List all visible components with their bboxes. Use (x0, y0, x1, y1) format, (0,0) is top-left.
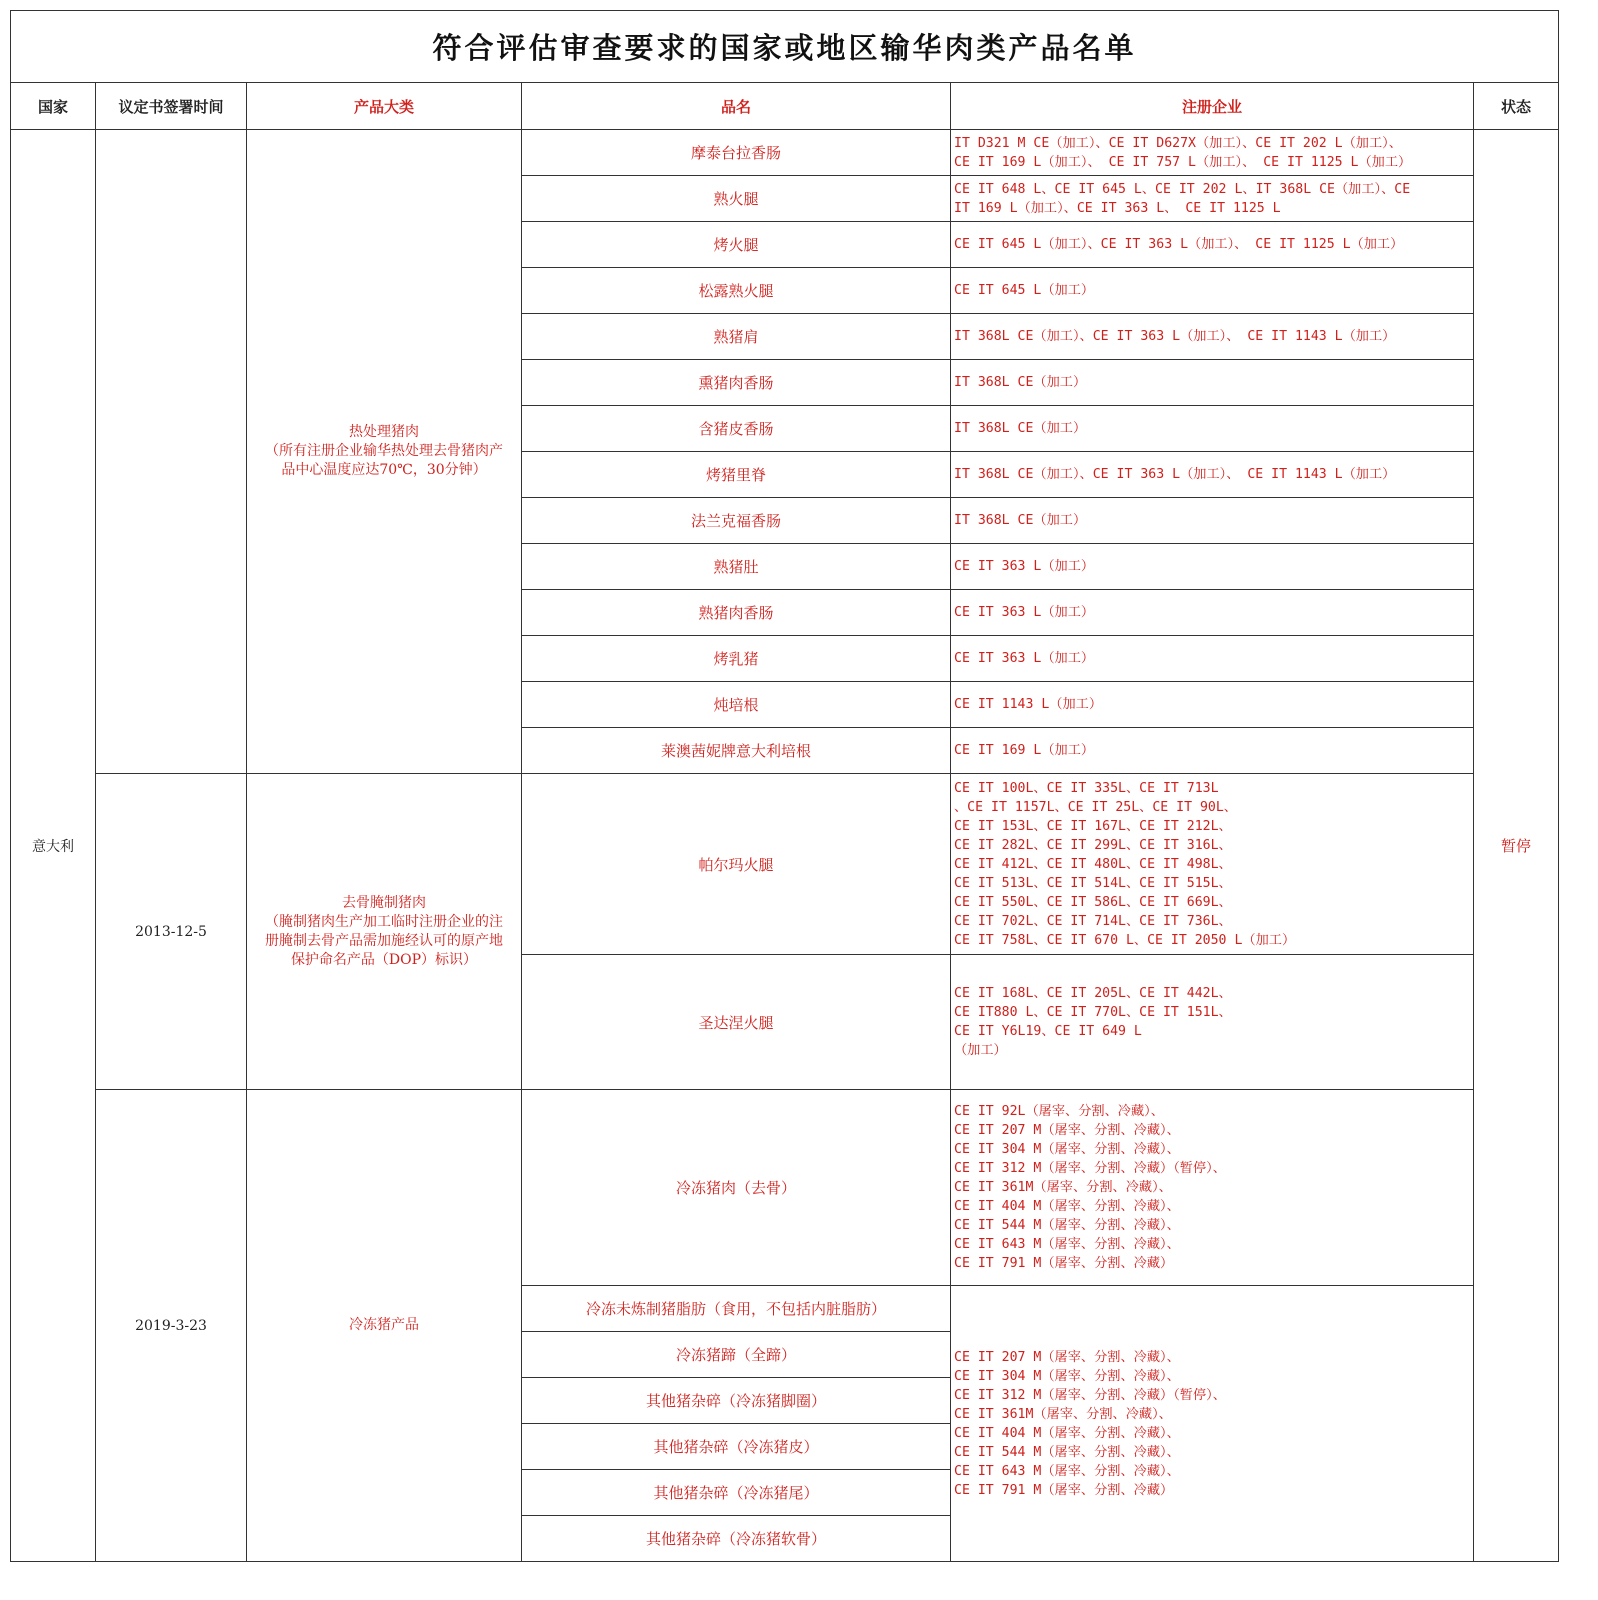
product-name-cell: 熟猪肚 (522, 544, 951, 590)
enterprise-line: 、CE IT 1157L、CE IT 25L、CE IT 90L、 (954, 799, 1237, 815)
product-name-cell: 法兰克福香肠 (522, 498, 951, 544)
enterprise-line: CE IT 791 M（屠宰、分割、冷藏） (954, 1482, 1174, 1498)
enterprise-line: CE IT 304 M（屠宰、分割、冷藏）、 (954, 1368, 1180, 1384)
header-row (11, 83, 1559, 130)
enterprise-cell (951, 360, 1474, 406)
enterprise-line: CE IT 153L、CE IT 167L、CE IT 212L、 (954, 818, 1232, 834)
enterprise-line: CE IT 404 M（屠宰、分割、冷藏）、 (954, 1199, 1180, 1214)
enterprise-line: CE IT 643 M（屠宰、分割、冷藏）、 (954, 1463, 1180, 1479)
enterprise-line: CE IT 363 L（加工） (954, 559, 1095, 574)
enterprise-line: CE IT 513L、CE IT 514L、CE IT 515L、 (954, 875, 1232, 891)
header-product: 品名 (522, 83, 951, 130)
enterprise-line: CE IT 169 L（加工）、 CE IT 757 L（加工）、 CE IT 1125 L（加工） (954, 154, 1412, 170)
product-name-cell: 冷冻未炼制猪脂肪（食用，不包括内脏脂肪） (522, 1286, 951, 1332)
enterprise-cell (951, 176, 1474, 222)
product-name-cell: 其他猪杂碎（冷冻猪皮） (522, 1424, 951, 1470)
category-line: 品中心温度应达70℃，30分钟） (281, 462, 487, 478)
enterprise-cell (951, 682, 1474, 728)
category-line: 册腌制去骨产品需加施经认可的原产地 (265, 932, 503, 949)
product-name-cell: 烤火腿 (522, 222, 951, 268)
enterprise-line: CE IT 361M（屠宰、分割、冷藏）、 (954, 1180, 1172, 1195)
header-sign-date: 议定书签署时间 (96, 83, 247, 130)
category-line: 去骨腌制猪肉 (342, 894, 426, 911)
category-line: 保护命名产品（DOP）标识） (290, 951, 478, 968)
enterprise-line: CE IT 304 M（屠宰、分割、冷藏）、 (954, 1142, 1180, 1157)
enterprise-cell (951, 1090, 1474, 1286)
enterprise-line: IT D321 M CE（加工）、CE IT D627X（加工）、CE IT 202 L（加工）、 (954, 135, 1402, 151)
enterprise-cell (951, 130, 1474, 176)
enterprise-cell (951, 452, 1474, 498)
category-line: （腌制猪肉生产加工临时注册企业的注 (265, 913, 503, 930)
enterprise-line: CE IT 550L、CE IT 586L、CE IT 669L、 (954, 894, 1232, 910)
category-cell (247, 774, 522, 1090)
enterprise-cell (951, 636, 1474, 682)
enterprise-line: CE IT 544 M（屠宰、分割、冷藏）、 (954, 1444, 1180, 1460)
product-name-cell: 其他猪杂碎（冷冻猪尾） (522, 1470, 951, 1516)
enterprise-line: IT 368L CE（加工） (954, 513, 1087, 528)
product-name-cell: 熏猪肉香肠 (522, 360, 951, 406)
enterprise-line: CE IT 312 M（屠宰、分割、冷藏）（暂停）、 (954, 1387, 1226, 1403)
enterprise-line: CE IT 645 L（加工） (954, 283, 1095, 298)
enterprise-line: CE IT 648 L、CE IT 645 L、CE IT 202 L、IT 368L CE（加工）、CE (954, 181, 1411, 197)
enterprise-line: CE IT 791 M（屠宰、分割、冷藏） (954, 1256, 1174, 1271)
enterprise-cell (951, 268, 1474, 314)
enterprise-line: CE IT Y6L19、CE IT 649 L (954, 1024, 1142, 1039)
header-category: 产品大类 (247, 83, 522, 130)
product-name-cell: 炖培根 (522, 682, 951, 728)
enterprise-line: CE IT 207 M（屠宰、分割、冷藏）、 (954, 1349, 1180, 1365)
enterprise-cell (951, 774, 1474, 955)
product-name-cell: 其他猪杂碎（冷冻猪软骨） (522, 1516, 951, 1562)
enterprise-cell (951, 498, 1474, 544)
category-line: 热处理猪肉 (349, 424, 419, 440)
enterprise-line: CE IT 544 M（屠宰、分割、冷藏）、 (954, 1218, 1180, 1233)
enterprise-line: CE IT 361M（屠宰、分割、冷藏）、 (954, 1406, 1172, 1422)
enterprise-line: IT 368L CE（加工）、CE IT 363 L（加工）、 CE IT 1143 L（加工） (954, 467, 1396, 482)
enterprise-line: IT 368L CE（加工） (954, 421, 1087, 436)
table-row (11, 130, 1559, 176)
product-name-cell: 莱澳茜妮牌意大利培根 (522, 728, 951, 774)
header-enterprise: 注册企业 (951, 83, 1474, 130)
table-body (11, 11, 1559, 1562)
category-cell (247, 1090, 522, 1562)
sign-date-cell: 2013-12-5 (96, 774, 247, 1090)
enterprise-line: IT 368L CE（加工）、CE IT 363 L（加工）、 CE IT 1143 L（加工） (954, 329, 1396, 344)
product-name-cell: 圣达涅火腿 (522, 955, 951, 1090)
enterprise-line: CE IT880 L、CE IT 770L、CE IT 151L、 (954, 1005, 1232, 1020)
enterprise-line: CE IT 412L、CE IT 480L、CE IT 498L、 (954, 856, 1232, 872)
product-name-cell: 烤猪里脊 (522, 452, 951, 498)
product-name-cell: 冷冻猪蹄（全蹄） (522, 1332, 951, 1378)
enterprise-line: CE IT 169 L（加工） (954, 743, 1095, 758)
enterprise-line: CE IT 282L、CE IT 299L、CE IT 316L、 (954, 837, 1232, 853)
enterprise-line: CE IT 207 M（屠宰、分割、冷藏）、 (954, 1123, 1180, 1138)
enterprise-line: CE IT 312 M（屠宰、分割、冷藏）（暂停）、 (954, 1161, 1226, 1176)
product-name-cell: 松露熟火腿 (522, 268, 951, 314)
enterprise-line: IT 368L CE（加工） (954, 375, 1087, 390)
status-cell: 暂停 (1474, 130, 1559, 1562)
enterprise-cell (951, 544, 1474, 590)
page-title: 符合评估审查要求的国家或地区输华肉类产品名单 (11, 11, 1559, 83)
product-name-cell: 摩泰台拉香肠 (522, 130, 951, 176)
product-name-cell: 含猪皮香肠 (522, 406, 951, 452)
category-line: （所有注册企业输华热处理去骨猪肉产 (265, 443, 503, 459)
enterprise-cell (951, 590, 1474, 636)
sign-date-cell: 2019-3-23 (96, 1090, 247, 1562)
header-status: 状态 (1474, 83, 1559, 130)
header-country: 国家 (11, 83, 96, 130)
enterprise-cell (951, 728, 1474, 774)
enterprise-line: CE IT 702L、CE IT 714L、CE IT 736L、 (954, 913, 1232, 929)
product-name-cell: 其他猪杂碎（冷冻猪脚圈） (522, 1378, 951, 1424)
enterprise-line: IT 169 L（加工）、CE IT 363 L、 CE IT 1125 L (954, 200, 1281, 216)
category-cell (247, 130, 522, 774)
product-name-cell: 熟猪肉香肠 (522, 590, 951, 636)
enterprise-line: CE IT 363 L（加工） (954, 605, 1095, 620)
enterprise-line: CE IT 758L、CE IT 670 L、CE IT 2050 L（加工） (954, 932, 1296, 948)
enterprise-line: CE IT 645 L（加工）、CE IT 363 L（加工）、 CE IT 1125 L（加工） (954, 237, 1404, 252)
category-line: 冷冻猪产品 (349, 1317, 419, 1333)
enterprise-line: CE IT 92L（屠宰、分割、冷藏）、 (954, 1104, 1164, 1119)
enterprise-cell (951, 314, 1474, 360)
enterprise-cell (951, 222, 1474, 268)
enterprise-line: CE IT 643 M（屠宰、分割、冷藏）、 (954, 1237, 1180, 1252)
sign-date-cell (96, 130, 247, 774)
product-name-cell: 冷冻猪肉（去骨） (522, 1090, 951, 1286)
enterprise-cell (951, 406, 1474, 452)
enterprise-line: CE IT 404 M（屠宰、分割、冷藏）、 (954, 1425, 1180, 1441)
enterprise-line: CE IT 100L、CE IT 335L、CE IT 713L (954, 780, 1219, 796)
product-name-cell: 熟猪肩 (522, 314, 951, 360)
table-row (11, 774, 1559, 955)
table-row (11, 1090, 1559, 1286)
product-list-table (10, 10, 1559, 1562)
product-name-cell: 熟火腿 (522, 176, 951, 222)
enterprise-line: CE IT 1143 L（加工） (954, 697, 1103, 712)
enterprise-cell (951, 1286, 1474, 1562)
enterprise-line: CE IT 363 L（加工） (954, 651, 1095, 666)
enterprise-line: （加工） (954, 1043, 1007, 1058)
country-cell: 意大利 (11, 130, 96, 1562)
enterprise-cell (951, 955, 1474, 1090)
product-name-cell: 帕尔玛火腿 (522, 774, 951, 955)
enterprise-line: CE IT 168L、CE IT 205L、CE IT 442L、 (954, 986, 1232, 1001)
product-name-cell: 烤乳猪 (522, 636, 951, 682)
